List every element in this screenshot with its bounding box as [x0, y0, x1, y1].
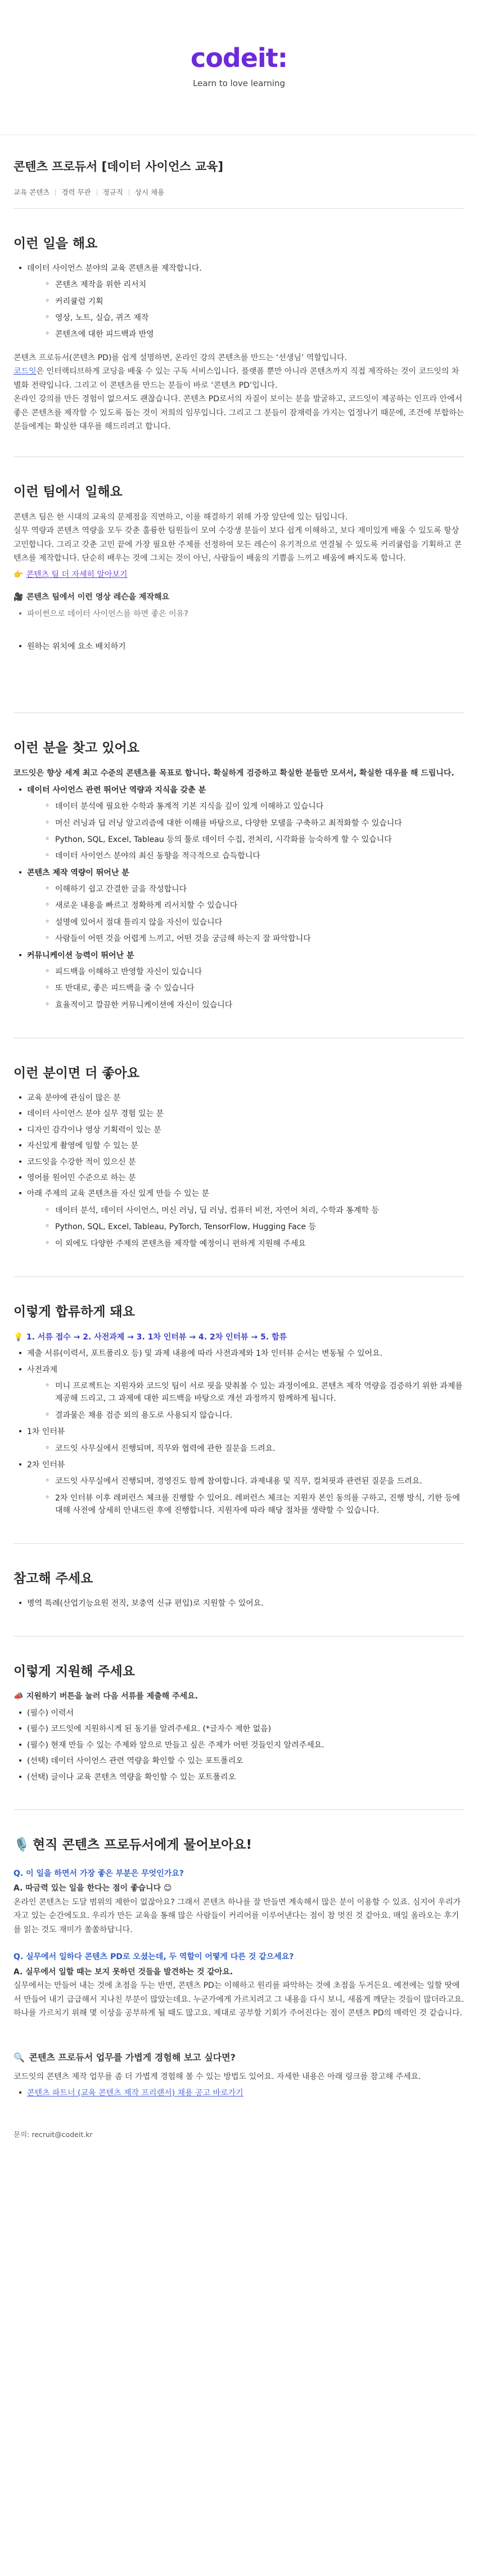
list-item: ◦ 콘텐츠 제작을 위한 리서치: [27, 279, 465, 291]
header-banner: [0, 0, 478, 135]
megaphone-icon: 📣: [13, 1692, 24, 1701]
list-item: ◦ 코드잇 사무실에서 진행되며, 경영진도 함께 참여합니다. 과제내용 및 직무, 컬쳐핏과 관련된 질문을 드려요.: [27, 1475, 465, 1488]
faq-question-2: Q. 실무에서 일하다 콘텐츠 PD로 오셨는데, 두 역할이 어떻게 다른 것 같으세요?: [13, 1952, 294, 1962]
section-about: [13, 209, 465, 457]
section-preferred: [13, 1038, 465, 1277]
faq-partner-paragraph: 코드잇의 콘텐츠 제작 업무를 좀 더 가볍게 경험해 볼 수 있는 방법도 있어요. 자세한 내용은 아래 링크를 참고해 주세요.: [13, 2072, 421, 2081]
list-item: ◦ 이 외에도 다양한 주제의 콘텐츠를 제작할 예정이니 편하게 지원해 주세요: [27, 1238, 465, 1250]
list-item: • 디자인 감각이나 영상 기획력이 있는 분: [13, 1124, 465, 1136]
list-item: ◦ 코드잇 사무실에서 진행되며, 직무와 협력에 관한 질문을 드려요.: [27, 1442, 465, 1455]
list-item: • (선택) 글이나 교육 콘텐츠 역량을 확인할 수 있는 포트폴리오: [13, 1771, 465, 1784]
list-item: ◦ 커리큘럼 기획: [27, 295, 465, 308]
list-item: ◦ 새로운 내용을 빠르고 정확하게 리서치할 수 있습니다: [27, 899, 465, 912]
about-paragraph-2: 코드잇은 인터랙티브하게 코딩을 배울 수 있는 구독 서비스입니다. 플랫폼 뿐만 아니라 콘텐츠까지 직접 제작하는 것이 코드잇의 차별화 전략입니다. 그리고 이 콘텐츠를 만드는 분들이 바로 ‘콘텐츠 PD’입니다.: [13, 367, 459, 390]
section-title: 이렇게 지원해 주세요: [13, 1664, 135, 1679]
section-title: 이런 분을 찾고 있어요: [13, 741, 139, 756]
list-item: ◦ 피드백을 이해하고 반영할 자신이 있습니다: [27, 966, 465, 978]
list-item: ◦ Python, SQL, Excel, Tableau, PyTorch, TensorFlow, Hugging Face 등: [27, 1221, 465, 1233]
section-apply: [13, 1637, 465, 1810]
magnifier-icon: 🔍: [13, 2051, 25, 2063]
list-item: ◦ 이해하기 쉽고 간결한 글을 작성합니다: [27, 883, 465, 895]
list-item: ◦ 데이터 분석, 데이터 사이언스, 머신 러닝, 딥 러닝, 컴퓨터 비전, 자연어 처리, 수학과 통계학 등: [27, 1204, 465, 1217]
process-list: [13, 1347, 465, 1517]
video-list: [13, 608, 465, 653]
list-item: ◦ 2차 인터뷰 이후 레퍼런스 체크를 진행할 수 있어요. 레퍼런스 체크는 지원자 본인 동의를 구하고, 진행 방식, 기한 등에 대해 사전에 상세히 안내드린 후에 진행합니다. 지원자에 따라 해당 절차를 생략할 수 있습니다.: [27, 1492, 465, 1517]
section-team: [13, 457, 465, 714]
looking-intro: 코드잇은 향상 세계 최고 수준의 콘텐츠를 목표로 합니다. 확실하게 검증하고 확실한 분들만 모셔서, 확실한 대우를 해 드립니다.: [13, 769, 454, 778]
about-paragraph-3: 온라인 강의를 만든 경험이 없으셔도 괜찮습니다. 콘텐츠 PD로서의 자질이 보이는 분을 발굴하고, 코드잇이 제공하는 인프라 안에서 좋은 콘텐츠를 제작할 수 있도록 돕는 것이 저희의 임무입니다. 그리고 그 분들이 잠재력을 가지는 업정나기 때문에, 조건에 부합하는 분들에게는 확실한 대우를 해드리려고 합니다.: [13, 395, 465, 432]
note-list: [13, 1597, 465, 1610]
faq-answer-2-headline: A. 실무에서 일할 때는 보지 못하던 것들을 발견하는 것 같아요.: [13, 1967, 233, 1977]
list-item: • 콘텐츠 제작 역량이 뛰어난 분 ◦ 이해하기 쉽고 간결한 글을 작성합니다 ◦ 새로운 내용을 빠르고 정확하게 리서치할 수 있습니다 ◦ 설명에 있어서 절대 틀리지 않을 자신이 있습니다 ◦ 사람들이 어떤 것을 어렵게 느끼고, 어떤 것을 궁금해 하는지 잘 파악합니다: [13, 867, 465, 946]
section-looking: [13, 713, 465, 1038]
meta-employment: 정규직: [97, 189, 129, 196]
list-item: • 커뮤니케이션 능력이 뛰어난 분 ◦ 피드백을 이해하고 반영할 자신이 있습니다 ◦ 또 반대로, 좋은 피드백을 줄 수 있습니다 ◦ 효율적이고 깔끔한 커뮤니케이션에 자신이 있습니다: [13, 949, 465, 1012]
team-paragraph-1: 콘텐츠 팀은 한 시대의 교육의 문제점을 직면하고, 이를 해결하기 위해 가장 앞단에 있는 팀입니다.: [13, 512, 348, 522]
list-item: • 데이터 사이언스 관련 뛰어난 역량과 지식을 갖춘 분 ◦ 데이터 분석에 필요한 수학과 통계적 기본 지식을 깊이 있게 이해하고 있습니다 ◦ 머신 러닝과 딥 러닝 알고리즘에 대한 이해를 바탕으로, 다양한 모델을 구축하고 최적화할 수 있습니다 ◦ Python, SQL, Excel, Tableau 등의 툴로 데이터 수집, 전처리, 시각화를 능숙하게 할 수 있습니다 ◦ 데이터 사이언스 분야의 최신 동향을 적극적으로 습득합니다: [13, 784, 465, 863]
faq-answer-2: 실무에서는 만들어 내는 것에 초점을 두는 반면, 콘텐츠 PD는 이해하고 원리를 파악하는 것에 초점을 두거든요. 예전에는 일할 땃에서 만들어 내기 급급해서 지나친 부분이 많았는데요. 누군가에게 가르치려고 그 내용을 다시 보니, 새롭게 깨닫는 것들이 많더라고요. 하나를 가르치기 위해 몇 이상을 공부하게 될 때도 많고요. 제대로 공부할 기회가 주어진다는 점이 콘텐츠 PD의 매력인 것 같습니다.: [13, 1981, 465, 2018]
job-meta: [13, 189, 465, 196]
list-item: • 1차 인터뷰 ◦ 코드잇 사무실에서 진행되며, 직무와 협력에 관한 질문을 드려요.: [13, 1426, 465, 1455]
list-item: • (필수) 현재 만들 수 있는 주제와 앞으로 만들고 싶은 주제가 어떤 것들인지 알려주세요.: [13, 1739, 465, 1751]
list-item: ◦ 효율적이고 깔끔한 커뮤니케이션에 자신이 있습니다: [27, 999, 465, 1011]
footer-contact: 문의: recruit@codeit.kr: [13, 2130, 93, 2139]
about-list: [13, 262, 465, 341]
lightbulb-icon: 💡: [13, 1332, 24, 1342]
camera-icon: 🎥: [13, 593, 24, 602]
faq-question-1: Q. 이 일을 하면서 가장 좋은 부분은 무엇인가요?: [13, 1869, 184, 1878]
faq-partner-title: 🔍 콘텐츠 프로듀서 업무를 가볍게 경험해 보고 싶다면?: [13, 2050, 465, 2066]
faq-answer-1: 온라인 콘텐츠는 도달 범위의 제한이 없잖아요? 그래서 콘텐츠 하나를 잘 만들면 계속해서 많은 분이 이용할 수 있죠. 심지어 우리가 자고 있는 순간에도요. 우리가 만든 교육을 통해 많은 사람들이 커리어를 이루어낸다는 점이 참 멋진 것 같아요. 매일 올라오는 후기를 읽는 것도 재미가 쏠쏠하답니다.: [13, 1897, 461, 1934]
meta-category: 교육 콘텐츠: [13, 187, 50, 196]
list-item: ◦ 설명에 있어서 절대 틀리지 않을 자신이 있습니다: [27, 916, 465, 929]
codeit-link[interactable]: 코드잇: [13, 367, 37, 377]
microphone-icon: 🎙️: [13, 1837, 30, 1852]
list-item: • (필수) 이력서: [13, 1707, 465, 1719]
list-item: ◦ 머신 러닝과 딥 러닝 알고리즘에 대한 이해를 바탕으로, 다양한 모델을 구축하고 최적화할 수 있습니다: [27, 817, 465, 830]
section-process: [13, 1277, 465, 1544]
list-item: ◦ 미니 프로젝트는 지원자와 코드잇 팀이 서로 핏을 맞춰볼 수 있는 과정이에요. 콘텐츠 제작 역량을 검증하기 위한 과제를 제공해 드리고, 그 과제에 대한 피드백을 바탕으로 개선 과정까지 함께하게 됩니다.: [27, 1380, 465, 1405]
about-paragraph-1: 콘텐츠 프로듀서(콘텐츠 PD)를 쉽게 설명하면, 온라인 강의 콘텐츠를 만드는 ‘선생님’ 역할입니다.: [13, 353, 347, 362]
job-header: [13, 135, 465, 209]
pointing-finger-icon: 👉: [13, 570, 24, 579]
apply-callout: 📣 지원하기 버튼을 눌러 다음 서류를 제출해 주세요.: [13, 1690, 465, 1704]
team-paragraph-2: 실무 역량과 콘텐츠 역량을 모두 갖춘 훌륭한 팀원들이 모여 수강생 분들이 보다 쉽게 이해하고, 보다 재미있게 배울 수 있도록 항상 고민합니다. 그리고 갖춘 고민 끝에 가장 필요한 주제를 선정하여 모든 레슨이 유기적으로 연결될 수 있도록 커리큘럼을 기획하고 콘텐츠를 제작합니다. 단순히 배우는 것에 그치는 것이 아닌, 사람들이 배움의 기쁨을 느끼고 배움에 빠지도록 합니다.: [13, 526, 462, 563]
list-item: ◦ 콘텐츠에 대한 피드백과 반영: [27, 328, 465, 341]
list-item: • 병역 특례(산업기능요원 전직, 보충역 신규 편입)로 지원할 수 있어요.: [13, 1597, 465, 1610]
section-title: 이런 일을 해요: [13, 236, 98, 252]
apply-list: [13, 1707, 465, 1784]
list-item: • 제출 서류(이력서, 포트폴리오 등) 및 과제 내용에 따라 사전과제와 1차 인터뷰 순서는 변동될 수 있어요.: [13, 1347, 465, 1360]
looking-list: [13, 784, 465, 1011]
list-item: • 영어를 원어민 수준으로 하는 분: [13, 1172, 465, 1184]
faq-partner-list: [13, 2087, 465, 2099]
list-item[interactable]: • 원하는 위치에 요소 배치하기: [13, 640, 465, 653]
list-item: ◦ Python, SQL, Excel, Tableau 등의 툴로 데이터 수집, 전처리, 시각화를 능숙하게 할 수 있습니다: [27, 834, 465, 846]
faq-answer-1-headline: A. 따금력 있는 일을 한다는 점이 좋습니다 😊: [13, 1884, 172, 1893]
preferred-list: [13, 1092, 465, 1250]
section-faq: [13, 1810, 465, 2114]
list-item: ◦ 사람들이 어떤 것을 어렵게 느끼고, 어떤 것을 궁금해 하는지 잘 파악합니다: [27, 933, 465, 945]
section-title: 이렇게 합류하게 돼요: [13, 1304, 135, 1319]
list-item: • 교육 분야에 관심이 많은 분: [13, 1092, 465, 1104]
team-detail-link[interactable]: 콘텐츠 팀 더 자세히 알아보기: [26, 570, 128, 579]
section-title: 이런 팀에서 일해요: [13, 484, 123, 499]
list-item: • 코드잇을 수강한 적이 있으신 분: [13, 1156, 465, 1168]
team-video-title: 🎥 콘텐츠 팀에서 이런 영상 레슨을 제작해요: [13, 590, 465, 604]
list-item: ◦ 영상, 노트, 실습, 퀴즈 제작: [27, 312, 465, 324]
section-title: 참고해 주세요: [13, 1571, 93, 1587]
list-item: ◦ 결과물은 채용 검증 외의 용도로 사용되지 않습니다.: [27, 1409, 465, 1422]
list-item[interactable]: • 파이썬으로 데이터 사이언스를 하면 좋은 이유?: [13, 608, 465, 620]
list-item: • (필수) 코드잇에 지원하시게 된 동기를 알려주세요. (*글자수 제한 없음): [13, 1723, 465, 1735]
section-title: 🎙️ 현직 콘텐츠 프로듀서에게 물어보아요!: [13, 1835, 465, 1856]
meta-hiring: 상시 채용: [129, 189, 170, 196]
list-item: • 자신있게 촬영에 임할 수 있는 분: [13, 1140, 465, 1152]
section-title: 이런 분이면 더 좋아요: [13, 1066, 139, 1081]
partner-job-link[interactable]: 콘텐츠 파트너 (교육 콘텐츠 제작 프리랜서) 채용 공고 바로가기: [27, 2089, 243, 2098]
job-title: 콘텐츠 프로듀서 [데이터 사이언스 교육]: [13, 160, 224, 173]
list-item: • 아래 주제의 교육 콘텐츠를 자신 있게 만들 수 있는 분 ◦ 데이터 분석, 데이터 사이언스, 머신 러닝, 딥 러닝, 컴퓨터 비전, 자연어 처리, 수학과 통계학 등 ◦ Python, SQL, Excel, Tableau, PyTorch, TensorFlow, Hugging Face 등 ◦ 이 외에도 다양한 주제의 콘텐츠를 제작할 예정이니 편하게 지원해 주세요: [13, 1188, 465, 1250]
list-item: [13, 2087, 465, 2099]
process-steps: 💡 1. 서류 접수 → 2. 사전과제 → 3. 1차 인터뷰 → 4. 2차 인터뷰 → 5. 합류: [13, 1330, 465, 1345]
list-item: ◦ 또 반대로, 좋은 피드백을 줄 수 있습니다: [27, 982, 465, 994]
list-item: • 데이터 사이언스 분야의 교육 콘텐츠를 제작합니다. ◦ 콘텐츠 제작을 위한 리서치 ◦ 커리큘럼 기획 ◦ 영상, 노트, 실습, 퀴즈 제작 ◦ 콘텐츠에 대한 피드백과 반영: [13, 262, 465, 341]
list-item: • 사전과제 ◦ 미니 프로젝트는 지원자와 코드잇 팀이 서로 핏을 맞춰볼 수 있는 과정이에요. 콘텐츠 제작 역량을 검증하기 위한 과제를 제공해 드리고, 그 과제에 대한 피드백을 바탕으로 개선 과정까지 함께하게 됩니다. ◦ 결과물은 채용 검증 외의 용도로 사용되지 않습니다.: [13, 1364, 465, 1422]
list-item: • (선택) 데이터 사이언스 관련 역량을 확인할 수 있는 포트폴리오: [13, 1755, 465, 1767]
list-item: • 데이터 사이언스 분야 실무 경험 있는 분: [13, 1108, 465, 1120]
list-item: ◦ 데이터 사이언스 분야의 최신 동향을 적극적으로 습득합니다: [27, 850, 465, 862]
meta-experience: 경력 무관: [55, 189, 96, 196]
list-item: • 2차 인터뷰 ◦ 코드잇 사무실에서 진행되며, 경영진도 함께 참여합니다. 과제내용 및 직무, 컬쳐핏과 관련된 질문을 드려요. ◦ 2차 인터뷰 이후 레퍼런스 체크를 진행할 수 있어요. 레퍼런스 체크는 지원자 본인 동의를 구하고, 진행 방식, 기한 등에 대해 사전에 상세히 안내드린 후에 진행합니다. 지원자에 따라 해당 절차를 생략할 수 있습니다.: [13, 1459, 465, 1517]
codeit-logo[interactable]: codeit:: [190, 42, 288, 73]
team-link-line: [13, 568, 465, 582]
section-note: [13, 1544, 465, 1636]
list-item: ◦ 데이터 분석에 필요한 수학과 통계적 기본 지식을 깊이 있게 이해하고 있습니다: [27, 800, 465, 813]
logo-tagline: Learn to love learning: [193, 78, 285, 88]
